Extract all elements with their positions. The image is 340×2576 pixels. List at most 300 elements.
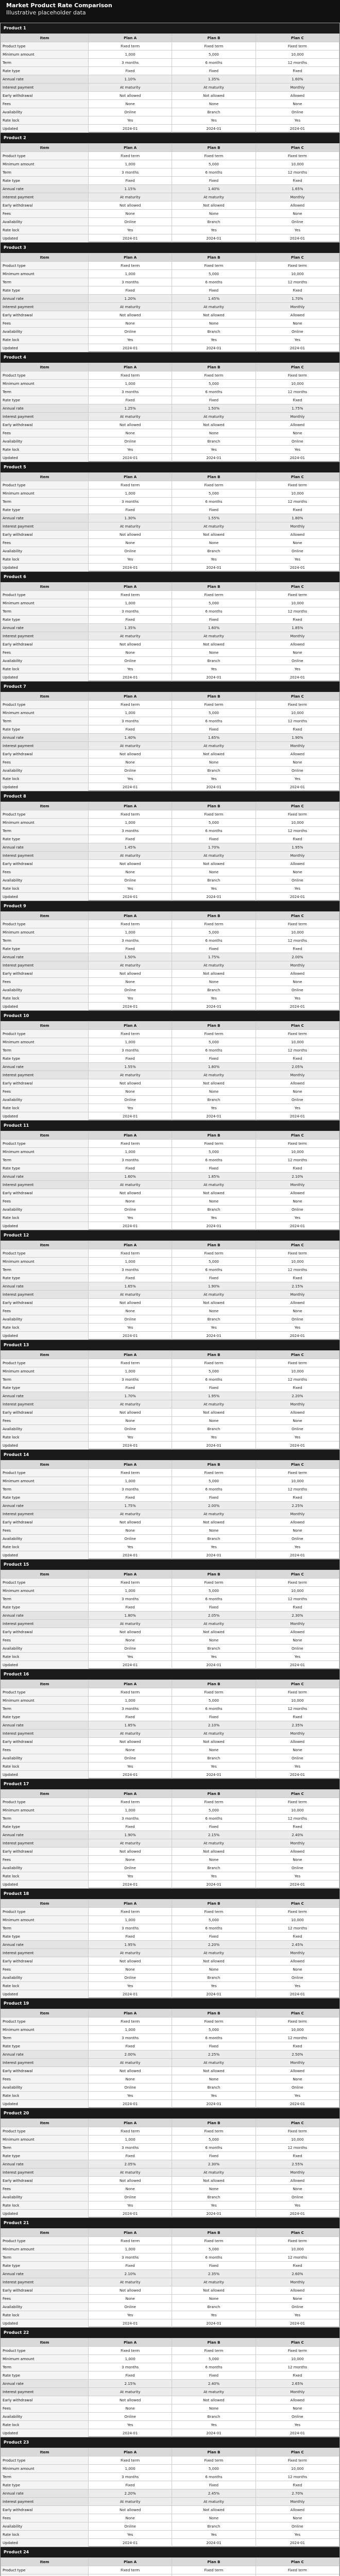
table-cell: Fixed term <box>256 1359 339 1367</box>
rate-table <box>1 582 339 682</box>
table-cell: Yes <box>256 2092 339 2100</box>
section-title: Product 16 <box>1 1669 339 1680</box>
table-cell: Yes <box>172 1433 256 1442</box>
table-cell: 12 months <box>256 278 339 286</box>
table-cell: Yes <box>256 226 339 234</box>
row-label: Minimum amount <box>1 489 89 498</box>
table-cell: Fixed term <box>172 152 256 160</box>
table-cell: Fixed term <box>256 481 339 489</box>
table-cell: Not allowed <box>172 92 256 100</box>
row-label: Annual rate <box>1 1612 89 1620</box>
table-cell: Not allowed <box>172 201 256 210</box>
table-cell: None <box>89 429 172 437</box>
table-cell: 10,000 <box>256 1148 339 1156</box>
table-cell: Monthly <box>256 2059 339 2067</box>
table-row <box>1 970 339 978</box>
table-cell: Yes <box>172 2421 256 2429</box>
table-cell: Online <box>256 876 339 885</box>
table-cell: 2.45% <box>172 2489 256 2498</box>
table-row <box>1 2193 339 2201</box>
table-cell: Fixed <box>256 1384 339 1392</box>
table-cell: Fixed <box>256 506 339 514</box>
table-cell: 3 months <box>89 1485 172 1494</box>
table-row <box>1 2473 339 2481</box>
table-cell: 2024-01 <box>172 893 256 901</box>
column-header: Plan A <box>89 253 172 262</box>
table-row <box>1 1096 339 1104</box>
column-header: Plan A <box>89 1570 172 1579</box>
table-cell: 5,000 <box>172 709 256 717</box>
table-cell: Fixed <box>172 2152 256 2160</box>
row-label: Minimum amount <box>1 2026 89 2034</box>
row-label: Rate type <box>1 1274 89 1282</box>
table-row <box>1 92 339 100</box>
table-row <box>1 1104 339 1112</box>
rate-section <box>0 571 340 681</box>
table-cell: Not allowed <box>89 2506 172 2514</box>
table-cell: Fixed term <box>256 2347 339 2355</box>
table-cell: Not allowed <box>89 1957 172 1965</box>
table-cell: 10,000 <box>256 1806 339 1815</box>
row-label: Availability <box>1 1425 89 1433</box>
row-label: Rate type <box>1 67 89 75</box>
table-cell: 5,000 <box>172 2465 256 2473</box>
table-cell: Yes <box>172 116 256 125</box>
table-cell: Online <box>89 1864 172 1872</box>
table-row <box>1 2136 339 2144</box>
table-cell: None <box>172 429 256 437</box>
table-cell: 1.95% <box>172 1392 256 1400</box>
row-label: Fees <box>1 539 89 547</box>
table-cell: 2024-01 <box>172 2100 256 2108</box>
table-cell: None <box>172 2404 256 2413</box>
table-cell: None <box>172 2514 256 2522</box>
table-cell <box>256 2574 339 2576</box>
table-row <box>1 1222 339 1230</box>
table-cell: Branch <box>172 2522 256 2531</box>
rate-section <box>0 242 340 352</box>
table-cell: 1.90% <box>89 1831 172 1839</box>
row-label: Fees <box>1 210 89 218</box>
table-cell: 3 months <box>89 1815 172 1823</box>
column-header: Plan B <box>172 802 256 810</box>
table-cell: 6 months <box>172 2473 256 2481</box>
table-cell: 5,000 <box>172 1038 256 1046</box>
table-cell: Online <box>256 1754 339 1762</box>
row-label: Interest payment <box>1 1400 89 1409</box>
table-cell: Yes <box>172 1104 256 1112</box>
column-header: Plan B <box>172 1570 256 1579</box>
table-cell: 1.90% <box>172 1282 256 1291</box>
table-cell: At maturity <box>89 852 172 860</box>
table-cell: Not allowed <box>89 1738 172 1746</box>
table-cell: Yes <box>89 2311 172 2319</box>
table-cell: 2.10% <box>172 1721 256 1730</box>
row-label: Interest payment <box>1 413 89 421</box>
table-row <box>1 1055 339 1063</box>
row-label: Fees <box>1 429 89 437</box>
table-cell: Fixed <box>172 506 256 514</box>
table-row <box>1 2083 339 2092</box>
table-cell: 1.60% <box>172 624 256 632</box>
table-cell: None <box>172 649 256 657</box>
table-row <box>1 953 339 961</box>
table-row <box>1 328 339 336</box>
table-cell: 12 months <box>256 498 339 506</box>
table-row <box>1 2245 339 2253</box>
table-cell: 2.35% <box>256 1721 339 1730</box>
column-header: Plan B <box>172 2119 256 2127</box>
table-cell: None <box>89 1856 172 1864</box>
row-label: Minimum amount <box>1 1806 89 1815</box>
table-row <box>1 2355 339 2363</box>
table-cell: Online <box>256 1864 339 1872</box>
table-row <box>1 2160 339 2168</box>
table-cell: None <box>89 1197 172 1206</box>
table-row <box>1 1653 339 1661</box>
row-label: Rate type <box>1 1055 89 1063</box>
row-label: Rate type <box>1 2152 89 2160</box>
table-cell: None <box>256 2295 339 2303</box>
table-cell: At maturity <box>172 1730 256 1738</box>
table-cell: At maturity <box>89 193 172 201</box>
table-cell: 12 months <box>256 2473 339 2481</box>
table-row <box>1 1442 339 1450</box>
table-cell: None <box>256 1636 339 1645</box>
row-label: Rate lock <box>1 116 89 125</box>
table-row <box>1 1839 339 1848</box>
row-label: Rate type <box>1 396 89 404</box>
table-cell: Fixed term <box>89 152 172 160</box>
table-cell: None <box>256 1307 339 1315</box>
table-header-row <box>1 253 339 262</box>
row-label: Minimum amount <box>1 2245 89 2253</box>
table-row <box>1 83 339 92</box>
table-cell: None <box>89 1636 172 1645</box>
table-cell: Fixed term <box>172 2347 256 2355</box>
table-cell: Fixed <box>256 945 339 953</box>
rate-table <box>1 2557 339 2576</box>
table-cell: Yes <box>256 994 339 1003</box>
table-cell: 2024-01 <box>172 1332 256 1340</box>
column-header: Item <box>1 912 89 920</box>
table-cell: 5,000 <box>172 599 256 607</box>
table-cell: None <box>89 1307 172 1315</box>
row-label: Product type <box>1 1469 89 1477</box>
table-cell: Fixed <box>256 67 339 75</box>
table-row <box>1 1206 339 1214</box>
table-row <box>1 100 339 108</box>
row-label: Updated <box>1 783 89 791</box>
table-row <box>1 1307 339 1315</box>
table-cell: Branch <box>172 2193 256 2201</box>
column-header: Item <box>1 34 89 42</box>
table-header-row <box>1 1022 339 1030</box>
table-cell: 2024-01 <box>89 893 172 901</box>
row-label: Rate lock <box>1 1762 89 1771</box>
table-row <box>1 1535 339 1543</box>
table-row <box>1 978 339 986</box>
rate-table <box>1 2009 339 2108</box>
table-cell: Not allowed <box>172 1957 256 1965</box>
row-label: Early withdrawal <box>1 640 89 649</box>
column-header: Plan C <box>256 1900 339 1908</box>
table-cell: Yes <box>172 1214 256 1222</box>
row-label: Term <box>1 498 89 506</box>
table-cell: 2024-01 <box>89 564 172 572</box>
table-cell: 2.05% <box>256 1063 339 1071</box>
rate-section <box>0 1888 340 1998</box>
rate-section <box>0 901 340 1010</box>
table-cell: Monthly <box>256 2388 339 2396</box>
table-row <box>1 1384 339 1392</box>
table-cell: 1,000 <box>89 270 172 278</box>
table-cell: Fixed <box>172 1933 256 1941</box>
table-cell: 2024-01 <box>256 1551 339 1560</box>
section-title: Product 12 <box>1 1230 339 1241</box>
table-cell: Fixed <box>89 1055 172 1063</box>
table-cell: Branch <box>172 1096 256 1104</box>
table-cell: Fixed <box>256 1823 339 1831</box>
table-cell: None <box>256 1965 339 1974</box>
table-row <box>1 108 339 116</box>
table-cell: 5,000 <box>172 1148 256 1156</box>
table-cell: 12 months <box>256 717 339 725</box>
column-header: Item <box>1 144 89 152</box>
table-cell: Fixed <box>256 2481 339 2489</box>
row-label: Updated <box>1 1880 89 1889</box>
column-header: Plan C <box>256 1022 339 1030</box>
table-cell: Fixed term <box>89 920 172 928</box>
table-cell: 2.45% <box>256 1941 339 1949</box>
table-cell: Allowed <box>256 421 339 429</box>
table-cell: 3 months <box>89 1595 172 1603</box>
table-row <box>1 2456 339 2465</box>
table-cell: 1.55% <box>172 514 256 522</box>
row-label: Early withdrawal <box>1 2506 89 2514</box>
table-row <box>1 262 339 270</box>
table-cell: Fixed <box>89 2152 172 2160</box>
table-row <box>1 876 339 885</box>
table-cell: Allowed <box>256 531 339 539</box>
row-label: Interest payment <box>1 1510 89 1518</box>
column-header: Plan B <box>172 1790 256 1798</box>
table-cell: Yes <box>172 2201 256 2210</box>
table-cell: Online <box>89 1535 172 1543</box>
row-label: Availability <box>1 1315 89 1324</box>
table-cell: Fixed term <box>89 2127 172 2136</box>
column-header: Plan A <box>89 363 172 371</box>
table-cell: Not allowed <box>89 970 172 978</box>
table-cell: 2024-01 <box>89 234 172 243</box>
table-row <box>1 506 339 514</box>
row-label: Minimum amount <box>1 2355 89 2363</box>
table-row <box>1 1315 339 1324</box>
row-label: Product type <box>1 152 89 160</box>
table-cell: None <box>256 2185 339 2193</box>
table-cell: Online <box>89 2522 172 2531</box>
table-cell: 2024-01 <box>89 1990 172 1998</box>
table-cell: 6 months <box>172 1485 256 1494</box>
row-label: Early withdrawal <box>1 1738 89 1746</box>
table-cell: Yes <box>89 336 172 344</box>
table-row <box>1 1112 339 1121</box>
table-cell: None <box>256 1856 339 1864</box>
row-label: Interest payment <box>1 522 89 531</box>
row-label: Rate lock <box>1 555 89 564</box>
table-cell: Fixed <box>256 177 339 185</box>
table-cell: 1.35% <box>89 624 172 632</box>
table-cell: 3 months <box>89 607 172 616</box>
table-cell: Monthly <box>256 1291 339 1299</box>
table-cell: 5,000 <box>172 2245 256 2253</box>
table-row <box>1 1392 339 1400</box>
column-header: Plan B <box>172 583 256 591</box>
table-cell: Yes <box>172 775 256 783</box>
table-cell: At maturity <box>172 742 256 750</box>
table-cell: 2024-01 <box>89 454 172 462</box>
table-row <box>1 2144 339 2152</box>
row-label: Rate type <box>1 1164 89 1173</box>
table-cell: Online <box>256 437 339 446</box>
table-row <box>1 319 339 328</box>
row-label: Early withdrawal <box>1 1957 89 1965</box>
table-cell: 12 months <box>256 1046 339 1055</box>
table-cell: At maturity <box>172 2278 256 2286</box>
table-cell: Yes <box>256 1543 339 1551</box>
document-subtitle: Illustrative placeholder data <box>6 9 86 16</box>
table-cell: Fixed <box>172 2262 256 2270</box>
row-label: Updated <box>1 1551 89 1560</box>
table-cell: Fixed <box>89 616 172 624</box>
row-label: Term <box>1 278 89 286</box>
row-label: Rate lock <box>1 446 89 454</box>
table-cell: Online <box>89 1425 172 1433</box>
table-cell: Fixed term <box>256 1908 339 1916</box>
column-header: Item <box>1 2119 89 2127</box>
table-cell: Fixed term <box>172 591 256 599</box>
column-header: Plan B <box>172 363 256 371</box>
table-cell: Fixed term <box>89 1908 172 1916</box>
table-cell: Allowed <box>256 1957 339 1965</box>
table-row <box>1 649 339 657</box>
table-cell: 1.50% <box>89 953 172 961</box>
table-cell: 1,000 <box>89 489 172 498</box>
table-cell: None <box>89 1527 172 1535</box>
table-cell: Yes <box>256 1324 339 1332</box>
table-cell: Not allowed <box>89 1189 172 1197</box>
table-cell: Yes <box>256 2201 339 2210</box>
row-label: Product type <box>1 701 89 709</box>
table-row <box>1 547 339 555</box>
table-cell: 2024-01 <box>89 1442 172 1450</box>
table-cell: 5,000 <box>172 819 256 827</box>
table-cell: At maturity <box>172 1181 256 1189</box>
table-cell: At maturity <box>172 2498 256 2506</box>
table-row <box>1 843 339 852</box>
table-cell: 12 months <box>256 388 339 396</box>
table-cell: Allowed <box>256 1189 339 1197</box>
table-cell: 1,000 <box>89 1038 172 1046</box>
row-label: Rate type <box>1 1933 89 1941</box>
column-header: Plan B <box>172 1022 256 1030</box>
row-label: Rate type <box>1 1494 89 1502</box>
table-cell: None <box>256 2404 339 2413</box>
table-cell: At maturity <box>89 303 172 311</box>
row-label: Availability <box>1 1864 89 1872</box>
row-label: Interest payment <box>1 1071 89 1079</box>
row-label: Term <box>1 1924 89 1933</box>
table-cell: 1.30% <box>89 514 172 522</box>
table-row <box>1 564 339 572</box>
table-cell: Fixed <box>89 1384 172 1392</box>
row-label: Minimum amount <box>1 1477 89 1485</box>
table-cell: Online <box>256 328 339 336</box>
table-cell: Online <box>256 2193 339 2201</box>
rate-section <box>0 132 340 242</box>
table-row <box>1 413 339 421</box>
column-header: Item <box>1 2448 89 2456</box>
rate-table <box>1 1680 339 1779</box>
rate-section <box>0 1010 340 1120</box>
table-row <box>1 657 339 665</box>
table-cell: Allowed <box>256 201 339 210</box>
table-cell: Fixed <box>89 1494 172 1502</box>
table-cell: 10,000 <box>256 160 339 168</box>
table-cell: None <box>89 319 172 328</box>
row-label: Product type <box>1 920 89 928</box>
table-cell <box>172 2574 256 2576</box>
row-label: Term <box>1 1815 89 1823</box>
table-cell: Fixed term <box>256 1469 339 1477</box>
row-label: Interest payment <box>1 1730 89 1738</box>
table-cell: 6 months <box>172 1815 256 1823</box>
row-label: Availability <box>1 767 89 775</box>
table-row <box>1 295 339 303</box>
table-cell: Yes <box>89 1872 172 1880</box>
table-cell: 2024-01 <box>172 673 256 682</box>
column-header: Plan B <box>172 2009 256 2018</box>
table-cell: 12 months <box>256 1815 339 1823</box>
column-header: Plan C <box>256 2229 339 2237</box>
table-cell: 6 months <box>172 2363 256 2371</box>
table-cell: 6 months <box>172 1266 256 1274</box>
table-cell: Not allowed <box>172 2067 256 2075</box>
table-cell: 10,000 <box>256 599 339 607</box>
column-header: Item <box>1 2338 89 2347</box>
table-cell: None <box>89 1965 172 1974</box>
table-cell: Fixed term <box>89 1579 172 1587</box>
table-cell: Fixed <box>89 1274 172 1282</box>
table-row <box>1 522 339 531</box>
row-label: Updated <box>1 1442 89 1450</box>
table-cell: 2024-01 <box>172 2539 256 2547</box>
table-row <box>1 2566 339 2574</box>
table-header-row <box>1 692 339 701</box>
row-label: Rate lock <box>1 1982 89 1990</box>
table-row <box>1 446 339 454</box>
row-label: Term <box>1 2144 89 2152</box>
table-cell: Fixed term <box>172 2456 256 2465</box>
row-label: Updated <box>1 454 89 462</box>
row-label: Product type <box>1 481 89 489</box>
table-cell: Fixed <box>256 1603 339 1612</box>
row-label: Annual rate <box>1 843 89 852</box>
row-label: Updated <box>1 1332 89 1340</box>
table-cell: 3 months <box>89 827 172 835</box>
table-cell: Fixed term <box>256 2566 339 2574</box>
table-row <box>1 1645 339 1653</box>
